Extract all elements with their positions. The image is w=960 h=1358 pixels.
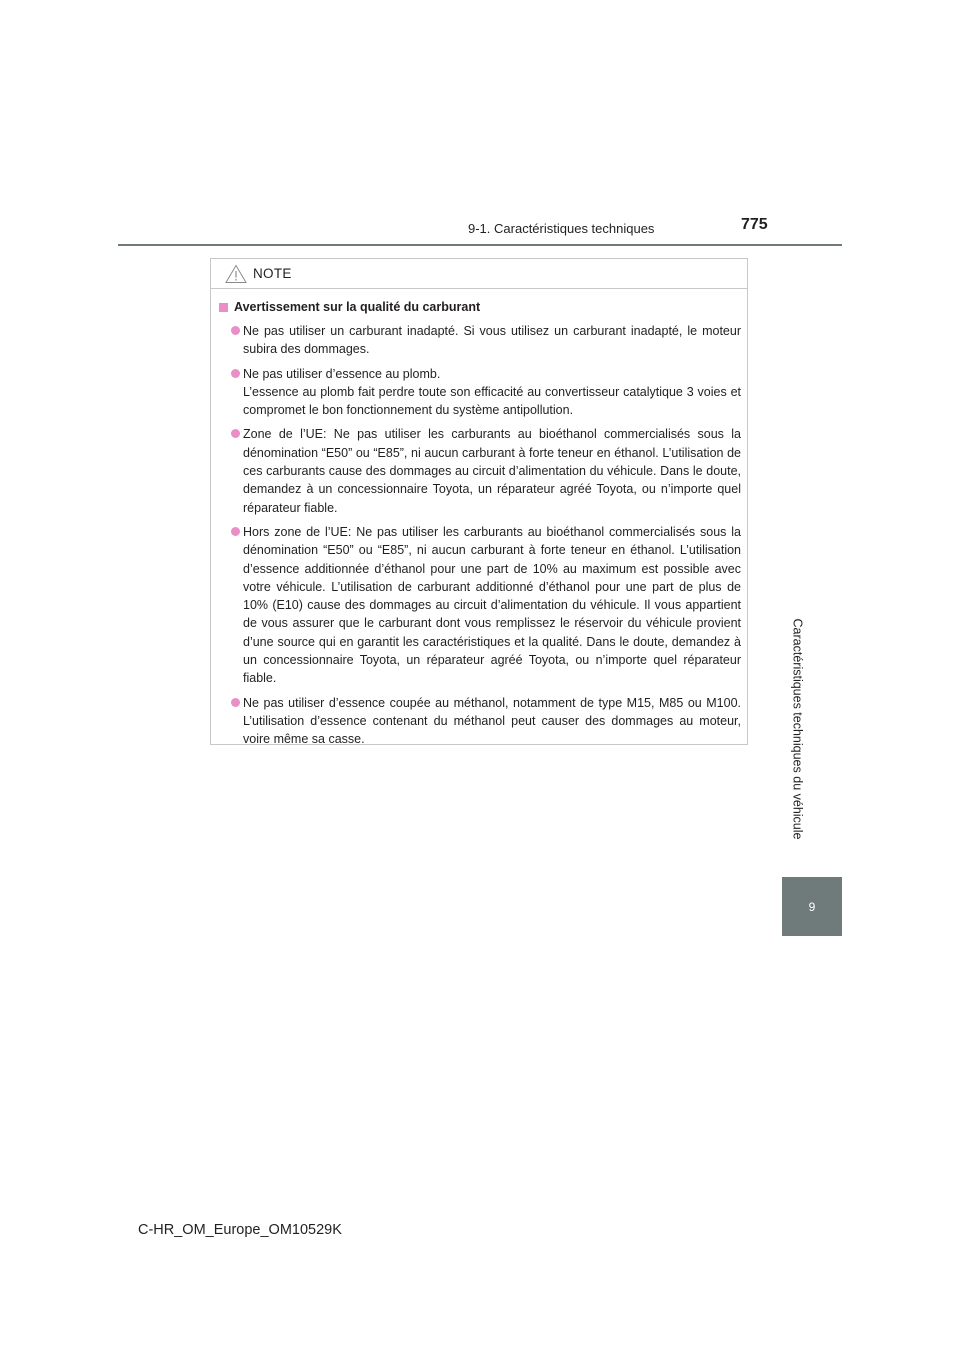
list-item <box>219 425 741 516</box>
header-rule <box>118 244 842 246</box>
page-number: 775 <box>741 216 768 233</box>
bullet-dot-icon <box>231 326 240 335</box>
list-item <box>219 694 741 749</box>
footer-document-code: C-HR_OM_Europe_OM10529K <box>138 1222 342 1238</box>
list-item <box>219 365 741 420</box>
bullet-dot-icon <box>231 527 240 536</box>
list-item-text: Hors zone de l’UE: Ne pas utiliser les carburants au bioéthanol commercialisés sous la dénomination “E50” ou “E85”, ni aucun carburant à forte teneur en éthanol. L’utilisation d’essence additionnée d’éthanol pour une part de 10% au maximum est possible avec votre véhicule. L’utilisation de carburant additionné d’éthanol pour une part de plus de 10% (E10) cause des dommages au circuit d’alimentation du véhicule. Il vous appartient de vous assurer que le carburant dont vous remplissez le réservoir du véhicule provient d’une source qui en garantit les caractéristiques et la qualité. Dans le doute, demandez à un concessionnaire Toyota, un réparateur agréé Toyota, ou n’importe quel réparateur fiable. <box>243 524 741 686</box>
note-body <box>211 289 747 749</box>
list-item <box>219 523 741 688</box>
list-item <box>219 322 741 359</box>
list-item-text: Ne pas utiliser d’essence coupée au méthanol, notamment de type M15, M85 ou M100. L’utilisation d’essence contenant du méthanol peut causer des dommages au moteur, voire même sa casse. <box>243 695 741 747</box>
bullet-dot-icon <box>231 429 240 438</box>
side-tab-chapter-title <box>782 596 812 862</box>
note-section-title-text: Avertissement sur la qualité du carburant <box>234 300 481 314</box>
list-item-text: Zone de l’UE: Ne pas utiliser les carburants au bioéthanol commercialisés sous la dénomination “E50” ou “E85”, ni aucun carburant à forte teneur en éthanol. L’utilisation de ces carburants cause des dommages au circuit d’alimentation du véhicule. Dans le doute, demandez à un concessionnaire Toyota, un réparateur agréé Toyota, ou n’importe quel réparateur fiable. <box>243 427 741 515</box>
side-tab-chapter-title-text: Caractéristiques techniques du véhicule <box>790 618 804 840</box>
note-header <box>211 259 747 289</box>
chapter-number-tab <box>782 877 842 936</box>
note-section-title <box>219 299 741 316</box>
list-item-text: Ne pas utiliser d’essence au plomb. L’essence au plomb fait perdre toute son efficacité au convertisseur catalytique 3 voies et compromet le bon fonctionnement du système antipollution. <box>243 366 741 418</box>
bullet-dot-icon <box>231 369 240 378</box>
note-label: NOTE <box>253 266 292 281</box>
bullet-dot-icon <box>231 698 240 707</box>
list-item-text: Ne pas utiliser un carburant inadapté. Si vous utilisez un carburant inadapté, le moteur subira des dommages. <box>243 324 741 357</box>
warning-triangle-icon <box>225 264 247 284</box>
header-section-title: 9-1. Caractéristiques techniques <box>468 221 655 236</box>
note-box <box>210 258 748 745</box>
square-bullet-icon <box>219 303 228 312</box>
chapter-number: 9 <box>808 899 816 914</box>
